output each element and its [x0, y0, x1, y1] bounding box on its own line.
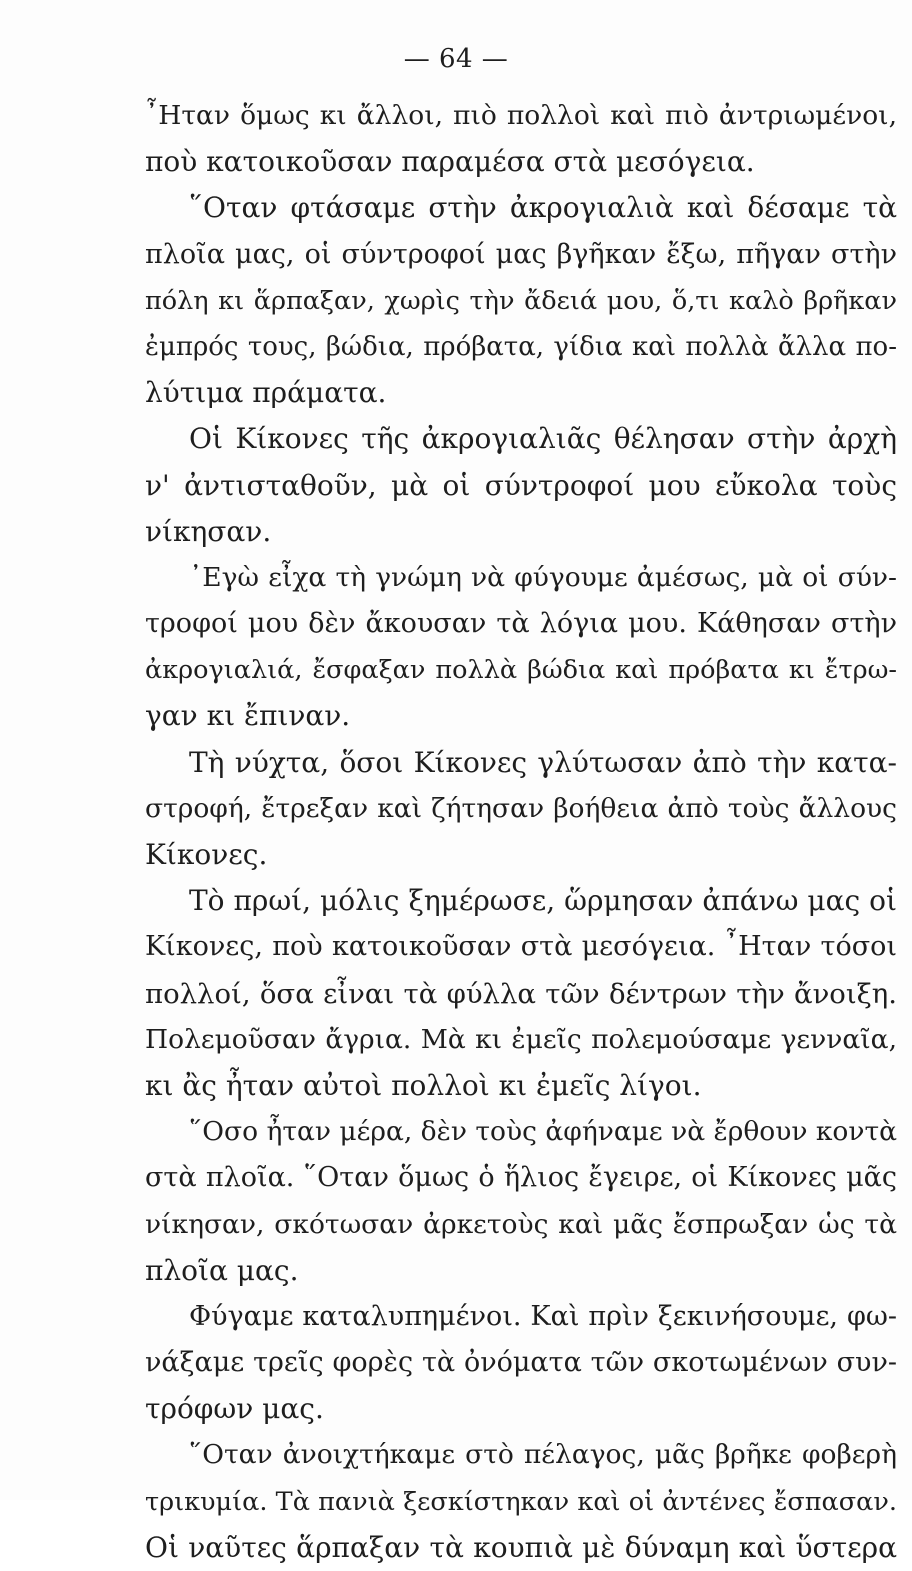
text-line: νίκησαν, σκότωσαν ἀρκετοὺς καὶ μᾶς ἔσπρωξαν ὡς τὰ: [145, 1208, 897, 1240]
text-line: Τὸ πρωί, μόλις ξημέρωσε, ὥρμησαν ἀπάνω μας οἱ: [189, 884, 897, 918]
text-line: ῏Ηταν ὅμως κι ἄλλοι, πιὸ πολλοὶ καὶ πιὸ ἀντριωμένοι,: [145, 100, 897, 131]
text-line: στὰ πλοῖα. ῞Οταν ὅμως ὁ ἥλιος ἔγειρε, οἱ Κίκονες μᾶς: [145, 1162, 897, 1194]
page-number: — 64 —: [403, 44, 509, 74]
text-line: ἐμπρός τους, βώδια, πρόβατα, γίδια καὶ πολλὰ ἄλλα πο-: [145, 331, 897, 362]
text-line: ῞Οταν φτάσαμε στὴν ἀκρογιαλιὰ καὶ δέσαμε τὰ: [189, 191, 897, 225]
text-line: ἀκρογιαλιά, ἔσφαξαν πολλὰ βώδια καὶ πρόβατα κι ἔτρω-: [145, 655, 897, 686]
text-line: γαν κι ἔπιναν.: [145, 699, 351, 733]
text-line: πόλη κι ἅρπαξαν, χωρὶς τὴν ἄδειά μου, ὅ,τι καλὸ βρῆκαν: [145, 285, 897, 316]
text-line: Οἱ Κίκονες τῆς ἀκρογιαλιᾶς θέλησαν στὴν ἀρχὴ: [189, 422, 897, 456]
text-line: στροφή, ἔτρεξαν καὶ ζήτησαν βοήθεια ἀπὸ τοὺς ἄλλους: [145, 792, 897, 824]
text-line: τροφοί μου δὲν ἄκουσαν τὰ λόγια μου. Κάθησαν στὴν: [145, 608, 897, 640]
text-line: νάξαμε τρεῖς φορὲς τὰ ὀνόματα τῶν σκοτωμένων συν-: [145, 1347, 897, 1379]
text-line: Οἱ ναῦτες ἅρπαξαν τὰ κουπιὰ μὲ δύναμη καὶ ὕστερα: [145, 1530, 897, 1564]
text-line: Κίκονες.: [145, 838, 268, 871]
text-line: πολλοί, ὅσα εἶναι τὰ φύλλα τῶν δέντρων τὴν ἄνοιξη.: [145, 977, 897, 1010]
text-line: ν' ἀντισταθοῦν, μὰ οἱ σύντροφοί μου εὔκολα τοὺς: [145, 468, 897, 502]
text-line: ᾿Εγὼ εἶχα τὴ γνώμη νὰ φύγουμε ἀμέσως, μὰ οἱ σύν-: [189, 561, 897, 593]
text-line: Τὴ νύχτα, ὅσοι Κίκονες γλύτωσαν ἀπὸ τὴν κατα-: [189, 745, 897, 779]
text-line: τρικυμία. Τὰ πανιὰ ξεσκίστηκαν καὶ οἱ ἀντένες ἔσπασαν.: [145, 1486, 897, 1517]
text-line: πλοῖα μας.: [145, 1253, 299, 1287]
text-line: λύτιμα πράματα.: [145, 376, 387, 410]
text-line: Φύγαμε καταλυπημένοι. Καὶ πρὶν ξεκινήσουμε, φω-: [189, 1300, 897, 1332]
body-text: [145, 93, 897, 1571]
text-line: ῞Οταν ἀνοιχτήκαμε στὸ πέλαγος, μᾶς βρῆκε φοβερὴ: [189, 1439, 897, 1471]
text-line: ποὺ κατοικοῦσαν παραμέσα στὰ μεσόγεια.: [145, 145, 755, 179]
text-line: νίκησαν.: [145, 514, 272, 548]
text-line: ῞Οσο ἦταν μέρα, δὲν τοὺς ἀφήναμε νὰ ἔρθουν κοντὰ: [189, 1116, 898, 1148]
text-line: Πολεμοῦσαν ἄγρια. Μὰ κι ἐμεῖς πολεμούσαμε γενναῖα,: [145, 1023, 897, 1055]
text-line: κι ἂς ἦταν αὐτοὶ πολλοὶ κι ἐμεῖς λίγοι.: [145, 1068, 702, 1102]
text-line: πλοῖα μας, οἱ σύντροφοί μας βγῆκαν ἔξω, πῆγαν στὴν: [145, 238, 897, 270]
text-line: Κίκονες, ποὺ κατοικοῦσαν στὰ μεσόγεια. ῏Ηταν τόσοι: [145, 931, 897, 963]
text-line: τρόφων μας.: [145, 1392, 324, 1426]
